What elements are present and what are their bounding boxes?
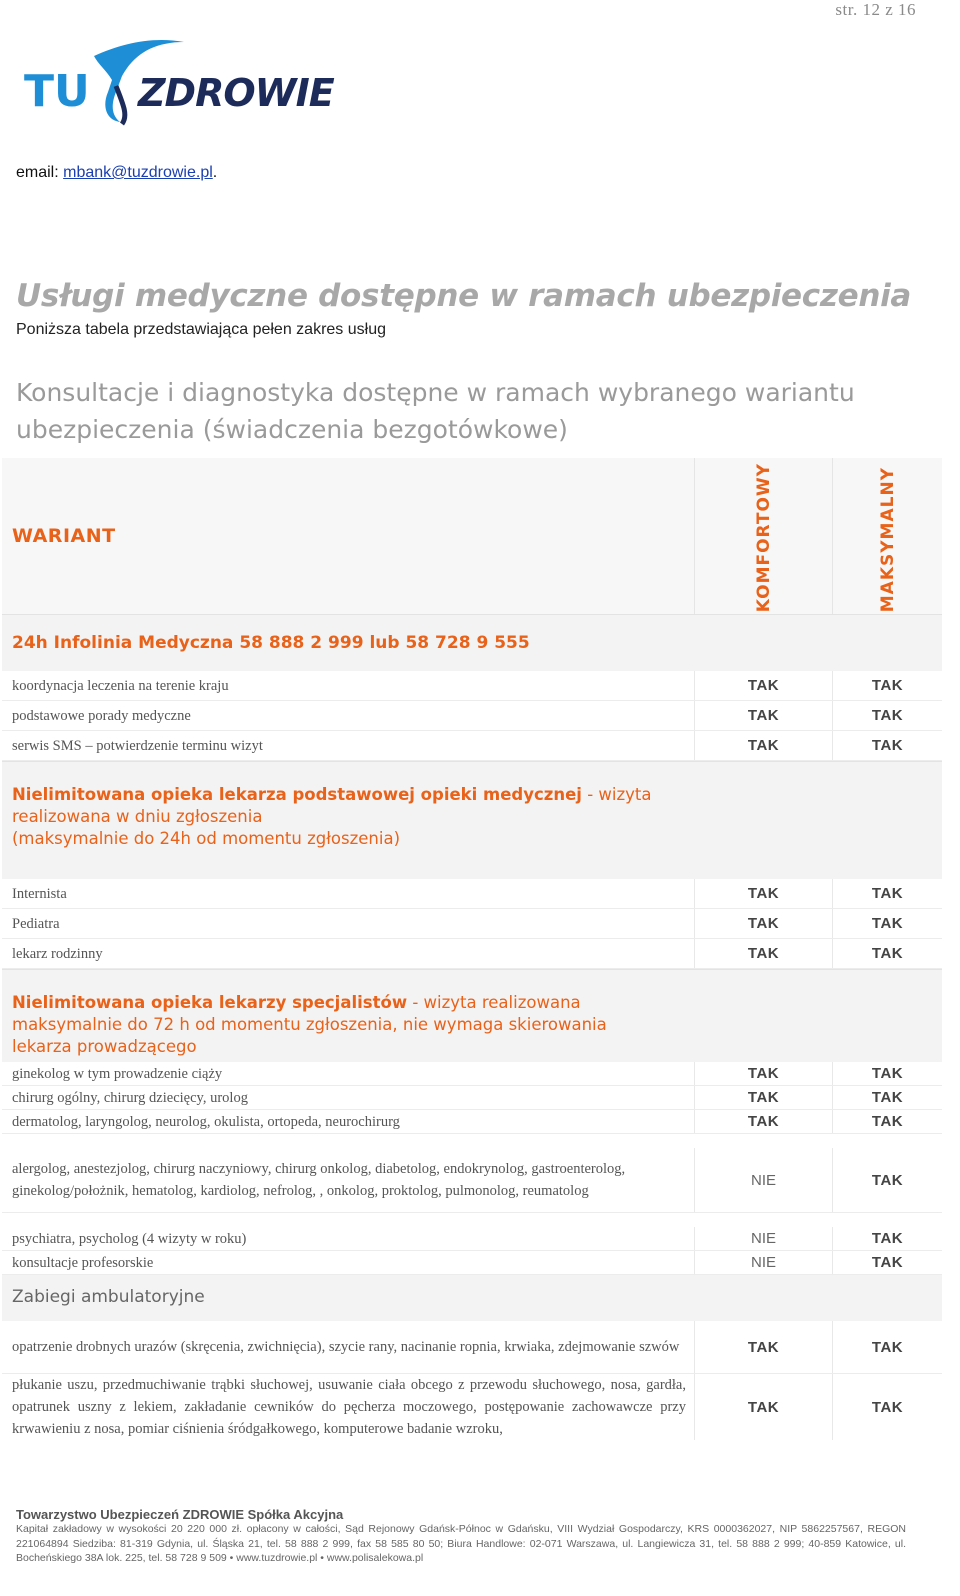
row-service: podstawowe porady medyczne: [12, 707, 191, 724]
row-value-maksymalny: TAK: [832, 671, 942, 700]
table-row: [2, 1110, 942, 1134]
row-value-maksymalny: TAK: [832, 1062, 942, 1085]
services-table: [2, 458, 942, 1440]
row-service: ginekolog w tym prowadzenie ciąży: [12, 1065, 223, 1082]
row-value-komfortowy: NIE: [694, 1148, 832, 1212]
logo-text-zdrowie: ZDROWIE: [138, 71, 334, 115]
section-heading: Konsultacje i diagnostyka dostępne w ramach wybranego wariantu ubezpieczenia (świadczenia bezgotówkowe): [16, 378, 855, 444]
row-value-maksymalny: TAK: [832, 1227, 942, 1250]
row-value-komfortowy: TAK: [694, 1374, 832, 1440]
row-service: konsultacje profesorskie: [12, 1254, 154, 1271]
section-specialists-bold: Nielimitowana opieka lekarzy specjalistów: [12, 993, 408, 1012]
row-service: dermatolog, laryngolog, neurolog, okulista, ortopeda, neurochirurg: [12, 1113, 400, 1130]
row-service: opatrzenie drobnych urazów (skręcenia, zwichnięcia), szycie rany, nacinanie ropnia, krwiaka, zdejmowanie szwów: [12, 1339, 680, 1355]
footer-company: Towarzystwo Ubezpieczeń ZDROWIE Spółka Akcyjna: [16, 1507, 344, 1522]
row-value-komfortowy: TAK: [694, 909, 832, 938]
section-specialists: [2, 969, 942, 1062]
row-value-komfortowy: TAK: [694, 1321, 832, 1373]
table-row: [2, 939, 942, 969]
table-row: [2, 1374, 942, 1440]
row-service: psychiatra, psycholog (4 wizyty w roku): [12, 1230, 247, 1247]
row-value-maksymalny: TAK: [832, 1148, 942, 1212]
row-value-komfortowy: TAK: [694, 701, 832, 730]
row-value-maksymalny: TAK: [832, 909, 942, 938]
row-value-maksymalny: TAK: [832, 939, 942, 968]
table-row: [2, 701, 942, 731]
logo-text-tu: TU: [24, 66, 90, 117]
row-value-komfortowy: TAK: [694, 1110, 832, 1133]
col-komfortowy-label: KOMFORTOWY: [753, 462, 774, 612]
row-value-maksymalny: TAK: [832, 1110, 942, 1133]
table-row: [2, 1148, 942, 1213]
table-row: [2, 879, 942, 909]
spacer: [2, 1134, 942, 1148]
section-primary-care-bold: Nielimitowana opieka lekarza podstawowej opieki medycznej: [12, 785, 582, 804]
infoline-row: [2, 614, 942, 671]
page-subtitle: Poniższa tabela przedstawiająca pełen zakres usług: [16, 321, 386, 338]
table-header: [2, 458, 942, 614]
section-primary-care: [2, 761, 942, 879]
email-line: [16, 164, 217, 182]
email-label: email:: [16, 164, 64, 181]
row-service: lekarz rodzinny: [12, 945, 103, 962]
table-row: [2, 671, 942, 701]
email-dot: .: [212, 164, 218, 181]
page-title: Usługi medyczne dostępne w ramach ubezpieczenia: [16, 278, 912, 314]
page-number: str. 12 z 16: [835, 0, 916, 19]
col-maksymalny-label: MAKSYMALNY: [877, 466, 898, 612]
section-primary-care-note: (maksymalnie do 24h od momentu zgłoszenia): [12, 829, 401, 848]
row-service: serwis SMS – potwierdzenie terminu wizyt: [12, 737, 263, 754]
row-value-komfortowy: TAK: [694, 939, 832, 968]
row-service: Internista: [12, 885, 67, 902]
row-value-maksymalny: TAK: [832, 879, 942, 908]
row-value-maksymalny: TAK: [832, 1321, 942, 1373]
spacer: [2, 1213, 942, 1227]
section-primary-care-text: [2, 762, 942, 879]
header-col-komfortowy: [694, 458, 832, 614]
row-value-komfortowy: TAK: [694, 731, 832, 760]
table-row: [2, 1062, 942, 1086]
row-value-komfortowy: TAK: [694, 879, 832, 908]
footer-text: Kapitał zakładowy w wysokości 20 220 000 zł. opłacony w całości, Sąd Rejonowy Gdańsk-Północ w Gdańsku, VIII Wydział Gospodarczy, KRS 0000362027, NIP 5862257567, REGON 221064894 Siedziba: 81-319 Gdynia, ul. Śląska 21, tel. 58 888 2 999, fax 58 585 80 50; Biura Handlowe: 02-071 Warszawa, ul. Langiewicza 31, tel. 58 888 2 999; 40-859 Katowice, ul. Bocheńskiego 38A lok. 225, tel. 58 728 9 509 • www.tuzdrowie.pl • www.polisalekowa.pl: [16, 1523, 906, 1564]
table-row: [2, 1227, 942, 1251]
section-specialists-rest: - wizyta realizowana maksymalnie do 72 h od momentu zgłoszenia, nie wymaga skierowania lekarza prowadzącego: [12, 993, 607, 1056]
tu-zdrowie-logo: [24, 36, 376, 128]
row-value-maksymalny: TAK: [832, 731, 942, 760]
table-row: [2, 1086, 942, 1110]
header-label: WARIANT: [12, 525, 116, 547]
row-value-maksymalny: TAK: [832, 1086, 942, 1109]
footer: [16, 1507, 906, 1566]
row-service: chirurg ogólny, chirurg dziecięcy, urolog: [12, 1089, 248, 1106]
table-row: [2, 1251, 942, 1275]
row-value-maksymalny: TAK: [832, 1251, 942, 1274]
row-value-komfortowy: TAK: [694, 1062, 832, 1085]
row-value-komfortowy: NIE: [694, 1251, 832, 1274]
row-value-maksymalny: TAK: [832, 701, 942, 730]
table-row: [2, 909, 942, 939]
table-row: [2, 731, 942, 761]
section-primary-care-rest: - wizyta realizowana w dniu zgłoszenia: [12, 785, 652, 826]
section-specialists-text: [2, 970, 942, 1062]
table-row: [2, 1321, 942, 1374]
header-col-maksymalny: [832, 458, 942, 614]
row-value-komfortowy: TAK: [694, 1086, 832, 1109]
section-ambulatory: [2, 1275, 942, 1321]
infoline-text: 24h Infolinia Medyczna 58 888 2 999 lub 58 728 9 555: [12, 633, 530, 653]
row-service: płukanie uszu, przedmuchiwanie trąbki słuchowej, usuwanie ciała obcego z przewodu słuchowego, nosa, gardła, opatrunek uszny z lekiem, zakładanie cewników do pęcherza moczowego, postępowanie zachowawcze przy krwawieniu z nosa, pomiar ciśnienia śródgałkowego, komputerowe badanie wzroku,: [12, 1377, 686, 1437]
row-value-maksymalny: TAK: [832, 1374, 942, 1440]
row-value-komfortowy: TAK: [694, 671, 832, 700]
section-ambulatory-title: Zabiegi ambulatoryjne: [12, 1287, 205, 1307]
row-service: Pediatra: [12, 915, 60, 932]
row-value-komfortowy: NIE: [694, 1227, 832, 1250]
row-service: alergolog, anestezjolog, chirurg naczyniowy, chirurg onkolog, diabetolog, endokrynolog, gastroenterolog, ginekolog/położnik, hematolog, kardiolog, nefrolog, , onkolog, proktolog, pulmonolog, reumatolog: [12, 1161, 626, 1199]
email-link[interactable]: mbank@tuzdrowie.pl: [63, 164, 213, 181]
row-service: koordynacja leczenia na terenie kraju: [12, 677, 229, 694]
